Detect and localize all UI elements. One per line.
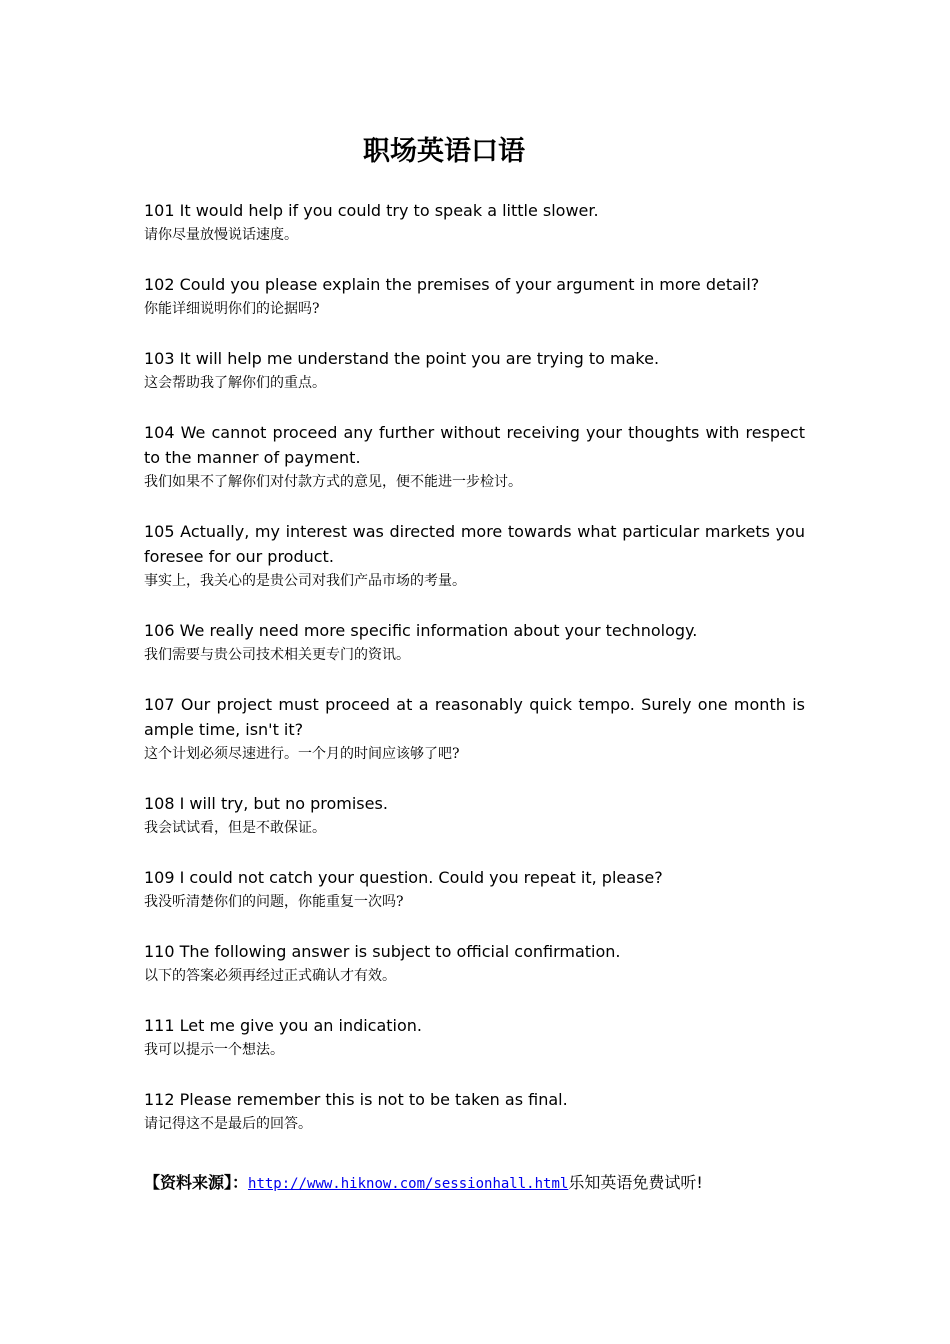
phrase-entry-109 bbox=[144, 865, 805, 915]
source-footer bbox=[144, 1170, 824, 1197]
english-sentence: 110 The following answer is subject to official confirmation. bbox=[144, 942, 621, 961]
english-sentence: 109 I could not catch your question. Could you repeat it, please? bbox=[144, 868, 663, 887]
phrase-entry-102 bbox=[144, 272, 805, 322]
english-sentence: 103 It will help me understand the point you are trying to make. bbox=[144, 349, 660, 368]
chinese-translation: 我可以提示一个想法。 bbox=[144, 1042, 284, 1058]
chinese-translation: 我们需要与贵公司技术相关更专门的资讯。 bbox=[144, 647, 410, 663]
chinese-translation: 以下的答案必须再经过正式确认才有效。 bbox=[144, 968, 396, 984]
page-title: 职场英语口语 bbox=[363, 136, 525, 167]
chinese-translation: 请你尽量放慢说话速度。 bbox=[144, 227, 298, 243]
source-label: 【资料来源】： bbox=[144, 1173, 249, 1192]
source-link[interactable]: http://www.hiknow.com/sessionhall.html bbox=[248, 1176, 569, 1192]
chinese-translation: 这会帮助我了解你们的重点。 bbox=[144, 375, 326, 391]
english-sentence: 102 Could you please explain the premises of your argument in more detail? bbox=[144, 275, 760, 294]
chinese-translation: 你能详细说明你们的论据吗? bbox=[144, 301, 320, 317]
english-sentence: 101 It would help if you could try to speak a little slower. bbox=[144, 201, 599, 220]
english-sentence: 105 Actually, my interest was directed more towards what particular markets you foresee for our product. bbox=[144, 522, 805, 566]
chinese-translation: 我们如果不了解你们对付款方式的意见，便不能进一步检讨。 bbox=[144, 474, 522, 490]
phrase-entry-104 bbox=[144, 420, 805, 495]
phrase-entry-110 bbox=[144, 939, 805, 989]
phrase-entry-101 bbox=[144, 198, 805, 248]
phrase-entry-111 bbox=[144, 1013, 805, 1063]
english-sentence: 107 Our project must proceed at a reasonably quick tempo. Surely one month is ample time, isn't it? bbox=[144, 695, 805, 739]
english-sentence: 104 We cannot proceed any further without receiving your thoughts with respect to the manner of payment. bbox=[144, 423, 805, 467]
phrase-entry-106 bbox=[144, 618, 805, 668]
chinese-translation: 请记得这不是最后的回答。 bbox=[144, 1116, 312, 1132]
source-tail: 乐知英语免费试听! bbox=[568, 1173, 703, 1192]
phrase-entry-105 bbox=[144, 519, 805, 594]
chinese-translation: 我会试试看，但是不敢保证。 bbox=[144, 820, 326, 836]
english-sentence: 106 We really need more specific information about your technology. bbox=[144, 621, 698, 640]
phrase-entry-103 bbox=[144, 346, 805, 396]
phrase-entry-107 bbox=[144, 692, 805, 767]
english-sentence: 112 Please remember this is not to be taken as final. bbox=[144, 1090, 568, 1109]
english-sentence: 111 Let me give you an indication. bbox=[144, 1016, 423, 1035]
phrase-entry-112 bbox=[144, 1087, 805, 1137]
chinese-translation: 这个计划必须尽速进行。一个月的时间应该够了吧? bbox=[144, 746, 460, 762]
phrase-list bbox=[144, 198, 805, 1137]
phrase-entry-108 bbox=[144, 791, 805, 841]
chinese-translation: 事实上，我关心的是贵公司对我们产品市场的考量。 bbox=[144, 573, 466, 589]
english-sentence: 108 I will try, but no promises. bbox=[144, 794, 388, 813]
chinese-translation: 我没听清楚你们的问题，你能重复一次吗? bbox=[144, 894, 404, 910]
